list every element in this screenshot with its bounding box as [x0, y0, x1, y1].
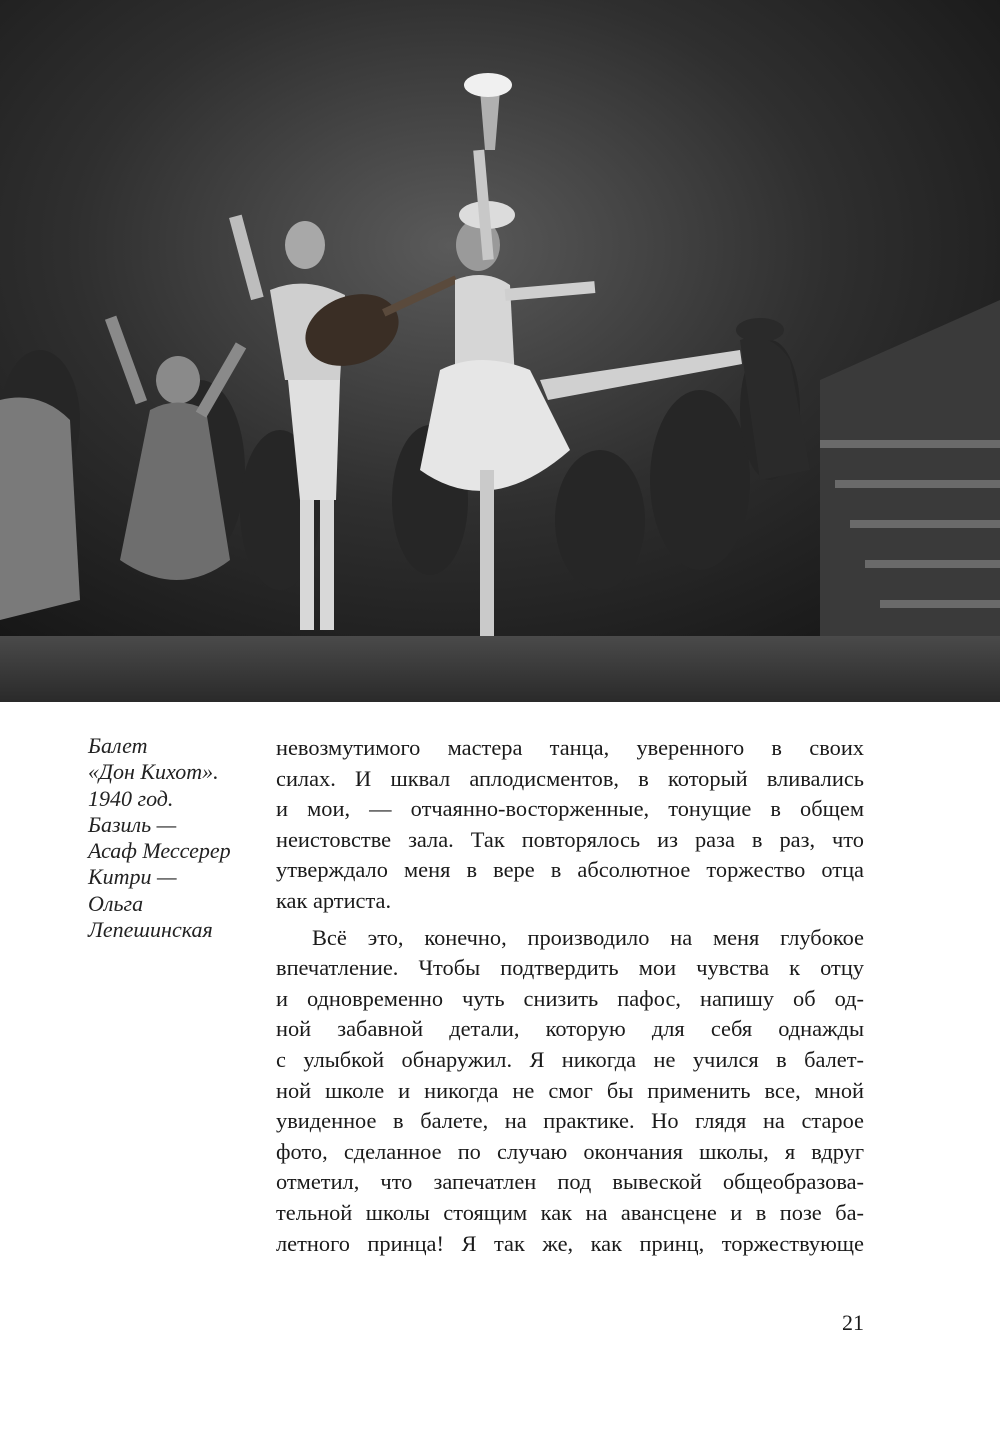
text-line: и одновременно чуть снизить пафос, напишу об од- [276, 985, 864, 1011]
caption-line: Китри — [88, 864, 177, 890]
text-line: утверждало меня в вере в абсолютное торжество отца [276, 857, 864, 883]
text-line: силах. И шквал аплодисментов, в который вливались [276, 765, 864, 791]
paragraph-1 [276, 733, 864, 917]
text-line: ной забавной детали, которую для себя однажды [276, 1016, 864, 1042]
text-line: невозмутимого мастера танца, уверенного в своих [276, 735, 864, 760]
text-line: ной школе и никогда не смог бы применить все, мной [276, 1077, 864, 1103]
ballet-photo [0, 0, 1000, 702]
ballet-scene-illustration [0, 0, 1000, 702]
caption-line: «Дон Кихот». [88, 759, 219, 785]
text-line: и мои, — отчаянно-восторженные, тонущие в общем [276, 796, 864, 822]
caption-line: Балет [88, 733, 148, 758]
body-text [276, 733, 864, 1259]
caption-line: Ольга [88, 890, 144, 916]
page-number: 21 [842, 1310, 864, 1335]
text-line: Всё это, конечно, производило на меня глубокое [312, 924, 864, 950]
text-line: летного принца! Я так же, как принц, торжествующе [276, 1230, 864, 1256]
caption-line: Лепешинская [88, 917, 213, 943]
caption-line: 1940 год. [88, 785, 174, 811]
text-line: впечатление. Чтобы подтвердить мои чувства к отцу [276, 955, 864, 981]
paragraph-2 [276, 923, 864, 1260]
text-line: отметил, что запечатлен под вывеской общеобразова- [276, 1169, 864, 1195]
text-line: с улыбкой обнаружил. Я никогда не учился в балет- [276, 1046, 864, 1072]
text-line: как артиста. [276, 887, 392, 913]
photo-caption [88, 733, 268, 943]
text-line: увиденное в балете, на практике. Но глядя на старое [276, 1108, 864, 1134]
text-line: тельной школы стоящим как на авансцене и в позе ба- [276, 1199, 864, 1225]
text-line: неистовстве зала. Так повторялось из раза в раз, что [276, 826, 864, 852]
caption-line: Базиль — [88, 811, 177, 837]
caption-line: Асаф Мессерер [88, 838, 231, 864]
text-line: фото, сделанное по случаю окончания школы, я вдруг [276, 1138, 864, 1164]
